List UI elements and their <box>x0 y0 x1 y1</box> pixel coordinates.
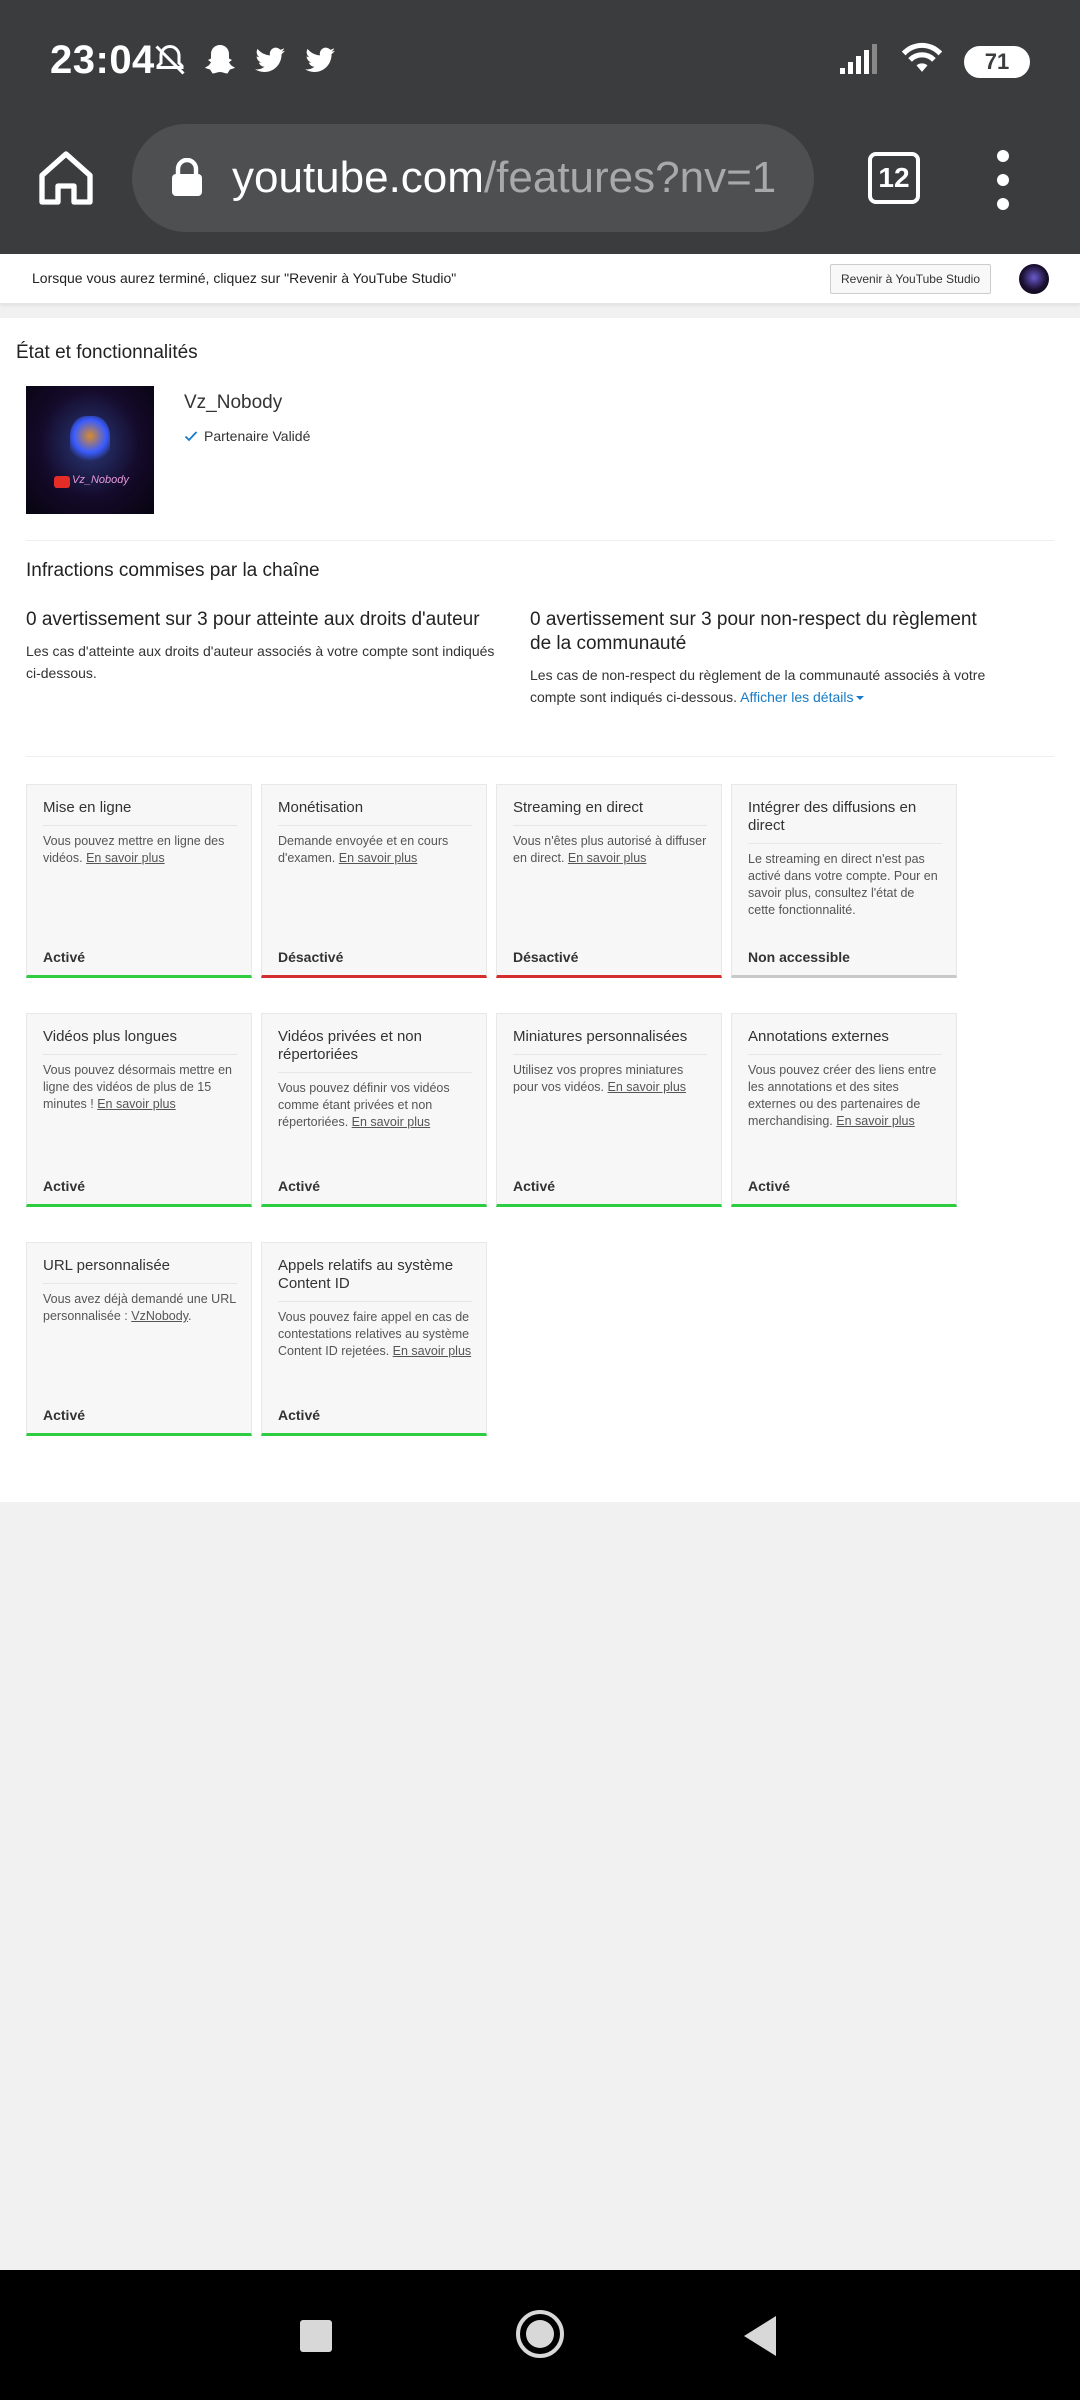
status-bar <box>0 0 1080 120</box>
feature-desc: Vous n'êtes plus autorisé à diffuser en direct. En savoir plus <box>513 834 707 865</box>
feature-card-external-annotations <box>731 1013 957 1207</box>
channel-thumbnail[interactable] <box>26 386 154 514</box>
notification-icons <box>152 42 338 78</box>
tab-switcher-button[interactable] <box>868 152 920 204</box>
copyright-strikes <box>26 608 496 684</box>
feature-card-monetization <box>261 784 487 978</box>
feature-status: Désactivé <box>513 949 579 965</box>
feature-card-content-id-appeals <box>261 1242 487 1436</box>
system-navigation-bar <box>0 2270 1080 2400</box>
learn-more-link[interactable]: En savoir plus <box>567 851 647 865</box>
copyright-strikes-text: Les cas d'atteinte aux droits d'auteur associés à votre compte sont indiqués ci-dessous. <box>26 643 495 681</box>
lock-icon <box>170 158 204 198</box>
feature-desc: Demande envoyée et en cours d'examen. En savoir plus <box>278 834 449 865</box>
community-strikes-text: Les cas de non-respect du règlement de la communauté associés à votre compte sont indiqués ci-dessous. <box>530 667 986 705</box>
partner-label: Partenaire Validé <box>204 428 311 444</box>
feature-title: Miniatures personnalisées <box>513 1028 707 1055</box>
feature-card-custom-thumbnails <box>496 1013 722 1207</box>
feature-status: Non accessible <box>748 949 850 965</box>
community-strikes-paragraph <box>530 664 1000 708</box>
copyright-strikes-heading: 0 avertissement sur 3 pour atteinte aux droits d'auteur <box>26 609 480 630</box>
feature-status: Activé <box>748 1178 791 1194</box>
feature-status: Activé <box>43 1178 86 1194</box>
learn-more-link[interactable]: En savoir plus <box>97 1097 176 1111</box>
learn-more-link[interactable]: En savoir plus <box>86 851 165 865</box>
feature-status: Désactivé <box>278 949 344 965</box>
divider <box>26 540 1054 541</box>
feature-title: Intégrer des diffusions en direct <box>748 799 942 844</box>
home-circle-icon[interactable] <box>516 2310 564 2358</box>
thumbnail-text: Vz_Nobody <box>72 474 129 486</box>
feature-desc: Vous pouvez faire appel en cas de contestations relatives au système Content ID rejetées. En savoir plus <box>278 1310 472 1358</box>
learn-more-link[interactable]: En savoir plus <box>338 851 418 865</box>
battery-level: 71 <box>984 48 1010 74</box>
more-options-icon[interactable] <box>990 150 1016 210</box>
system-icons <box>838 42 1030 81</box>
feature-title: Vidéos plus longues <box>43 1028 237 1055</box>
feature-title: Mise en ligne <box>43 799 237 826</box>
feature-title: Appels relatifs au système Content ID <box>278 1257 472 1302</box>
feature-status: Activé <box>278 1178 321 1194</box>
learn-more-link[interactable]: En savoir plus <box>607 1080 687 1094</box>
feature-title: Monétisation <box>278 799 472 826</box>
show-details-link[interactable]: Afficher les détails <box>740 689 864 705</box>
notice-text: Lorsque vous aurez terminé, cliquez sur "Revenir à YouTube Studio" <box>32 270 457 286</box>
feature-title: Vidéos privées et non répertoriées <box>278 1028 472 1073</box>
twitter-icon <box>252 42 288 78</box>
page-title: État et fonctionnalités <box>16 342 198 363</box>
feature-status: Activé <box>43 949 86 965</box>
back-icon[interactable] <box>744 2316 776 2356</box>
checkmark-icon <box>184 429 198 443</box>
caret-down-icon <box>856 696 864 700</box>
feature-status: Activé <box>513 1178 556 1194</box>
feature-card-upload <box>26 784 252 978</box>
feature-status: Activé <box>278 1407 321 1423</box>
tab-count: 12 <box>878 162 910 193</box>
feature-desc: Vous pouvez désormais mettre en ligne des vidéos de plus de 15 minutes ! En savoir plus <box>43 1063 232 1111</box>
return-to-studio-button[interactable]: Revenir à YouTube Studio <box>830 264 991 294</box>
feature-desc: Utilisez vos propres miniatures pour vos vidéos. En savoir plus <box>513 1063 687 1094</box>
learn-more-link[interactable]: En savoir plus <box>392 1344 472 1358</box>
snapchat-icon <box>202 42 238 78</box>
divider <box>26 756 1054 757</box>
feature-card-live-streaming <box>496 784 722 978</box>
battery-icon <box>964 46 1030 78</box>
infractions-title: Infractions commises par la chaîne <box>26 560 320 581</box>
learn-more-link[interactable]: En savoir plus <box>836 1114 915 1128</box>
web-page <box>0 254 1080 2270</box>
url-host: youtube.com <box>232 153 484 202</box>
feature-title: Streaming en direct <box>513 799 707 826</box>
twitter-icon <box>302 42 338 78</box>
signal-icon <box>838 42 880 81</box>
wifi-icon <box>900 42 944 81</box>
muted-alarm-icon <box>152 42 188 78</box>
custom-url-link[interactable]: VzNobody <box>131 1309 189 1323</box>
feature-desc: Le streaming en direct n'est pas activé dans votre compte. Pour en savoir plus, consultez l'état de cette fonctionnalité. <box>748 852 938 917</box>
feature-title: URL personnalisée <box>43 1257 237 1284</box>
feature-card-long-videos <box>26 1013 252 1207</box>
community-strikes-heading: 0 avertissement sur 3 pour non-respect du règlement de la communauté <box>530 609 977 654</box>
community-strikes <box>530 608 1000 708</box>
recent-apps-icon[interactable] <box>300 2320 332 2352</box>
browser-toolbar <box>0 120 1080 254</box>
learn-more-link[interactable]: En savoir plus <box>351 1115 431 1129</box>
feature-desc: Vous pouvez mettre en ligne des vidéos. En savoir plus <box>43 834 225 865</box>
home-icon[interactable] <box>34 146 98 210</box>
partner-status <box>184 428 310 444</box>
address-bar[interactable] <box>132 124 814 232</box>
feature-card-custom-url <box>26 1242 252 1436</box>
feature-desc: Vous avez déjà demandé une URL personnalisée : VzNobody. <box>43 1292 236 1323</box>
features-panel <box>0 318 1080 1502</box>
feature-status: Activé <box>43 1407 86 1423</box>
youtube-logo-icon <box>54 476 70 488</box>
feature-desc: Vous pouvez définir vos vidéos comme étant privées et non répertoriées. En savoir plus <box>278 1081 450 1129</box>
avatar[interactable] <box>1019 264 1049 294</box>
feature-card-private-videos <box>261 1013 487 1207</box>
studio-notice-bar <box>0 254 1080 304</box>
clock: 23:04 <box>50 38 155 82</box>
feature-desc: Vous pouvez créer des liens entre les annotations et des sites externes ou des partenaires de merchandising. En savoir plus <box>748 1063 937 1128</box>
feature-title: Annotations externes <box>748 1028 942 1055</box>
channel-name[interactable]: Vz_Nobody <box>184 392 283 413</box>
url-path: /features?nv=1 <box>483 153 777 202</box>
feature-card-embed-live <box>731 784 957 978</box>
